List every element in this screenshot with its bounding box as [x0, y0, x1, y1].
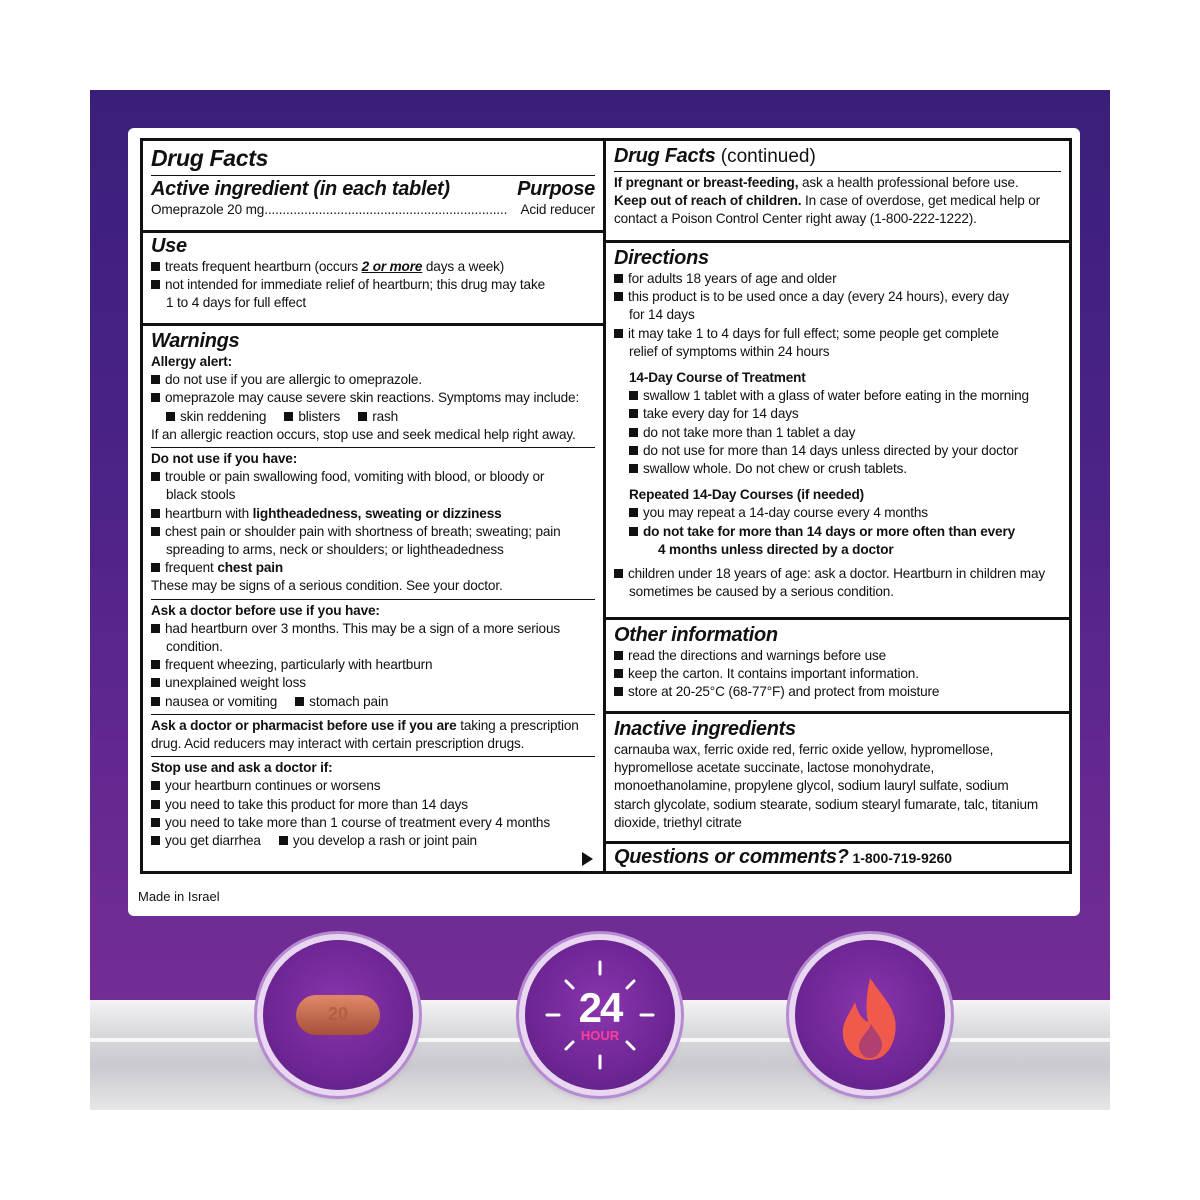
- questions-label: Questions or comments?: [614, 846, 849, 868]
- drug-facts-title: Drug Facts: [151, 145, 269, 171]
- leader-dots: ...................................................................: [264, 202, 508, 217]
- active-ingredient-heading: Active ingredient (in each tablet): [151, 178, 450, 200]
- header-box: [143, 141, 603, 230]
- questions-phone: 1-800-719-9260: [848, 850, 953, 866]
- purpose-heading: Purpose: [517, 178, 595, 200]
- continued-box: Drug Facts (continued) If pregnant or breast-feeding, ask a health professional before use. Keep out of reach of children. In case of overdose, get medical help or contact a Poison Control Center right away (1-800-222-1222).: [606, 141, 1069, 240]
- ingredient-purpose: Acid reducer: [520, 202, 595, 217]
- inactive-ingredients-section: Inactive ingredients carnauba wax, ferric oxide red, ferric oxide yellow, hypromellose, hypromellose acetate succinate, lactose monohydrate, monoethanolamine, propylene glycol, sodium lauryl sulfate, sodium starch glycolate, sodium stearate, sodium stearyl fumarate, talc, titanium dioxide, triethyl citrate: [606, 711, 1069, 841]
- ingredient-name: Omeprazole 20 mg: [151, 202, 265, 217]
- right-column: [606, 138, 1072, 874]
- use-section: Use treats frequent heartburn (occurs 2 or more days a week) not intended for immediate relief of heartburn; this drug may take 1 to 4 days for full effect: [143, 230, 603, 323]
- hours-number: 24: [578, 984, 622, 1031]
- directions-section: Directions for adults 18 years of age and older this product is to be used once a day (every 24 hours), every day for 14 days it may take 1 to 4 days for full effect; some people get complete relief of symptoms within 24 hours 14-Day Course of Treatment swallow 1 tablet with a glass of water before eating in the morning take every day for 14 days do not take more than 1 tablet a day do not use for more than 14 days unless directed by your doctor swallow whole. Do not chew or crush tablets. Repeated 14-Day Courses (if needed) you may repeat a 14-day course every 4 months do not take for more than 14 days or more often than every 4 months unless directed by a doctor children under 18 years of age: ask a doctor. Heartburn in children may sometimes be caused by a serious condition.: [606, 240, 1069, 617]
- warnings-section: Warnings Allergy alert: do not use if you are allergic to omeprazole. omeprazole may cause severe skin reactions. Symptoms may include: skin reddening blisters rash If an allergic reaction occurs, stop use and seek medical help right away. Do not use if you have: trouble or pain swallowing food, vomiting with blood, or bloody or black stools heartburn with lightheadedness, sweating or dizziness chest pain or shoulder pain with shortness of breath; sweating; pain spreading to arms, neck or shoulders; or lightheadedness frequent chest pain These may be signs of a serious condition. See your doctor. Ask a doctor before use if you have: had heartburn over 3 months. This may be a sign of a more serious condition. frequent wheezing, particularly with heartburn unexplained weight loss nausea or vomiting stomach pain Ask a doctor or pharmacist before use if you are taking a prescription drug. Acid reducers may interact with certain prescription drugs. Stop use and ask a doctor if: your heartburn continues or worsens you need to take this product for more than 14 days you need to take more than 1 course of treatment every 4 months you get diarrhea you develop a rash or joint pain: [143, 323, 603, 877]
- drug-facts-panel: [140, 138, 1072, 874]
- left-column: [140, 138, 606, 874]
- warnings-heading: Warnings: [151, 330, 240, 352]
- questions-section: [606, 841, 1069, 874]
- flame-icon: [795, 940, 945, 1090]
- inactive-ingredients-heading: Inactive ingredients: [614, 718, 796, 740]
- tablet-imprint: 20: [327, 1004, 349, 1024]
- 24-hour-badge: [525, 940, 675, 1090]
- tablet-badge: [263, 940, 413, 1090]
- other-information-section: Other information read the directions and warnings before use keep the carton. It contains important information. store at 20-25°C (68-77°F) and protect from moisture: [606, 617, 1069, 711]
- directions-heading: Directions: [614, 247, 709, 269]
- continue-arrow-icon: [582, 852, 593, 866]
- other-information-heading: Other information: [614, 624, 778, 646]
- heartburn-badge: [795, 940, 945, 1090]
- hour-label: HOUR: [580, 1028, 620, 1043]
- made-in-label: Made in Israel: [138, 889, 220, 904]
- use-heading: Use: [151, 235, 187, 257]
